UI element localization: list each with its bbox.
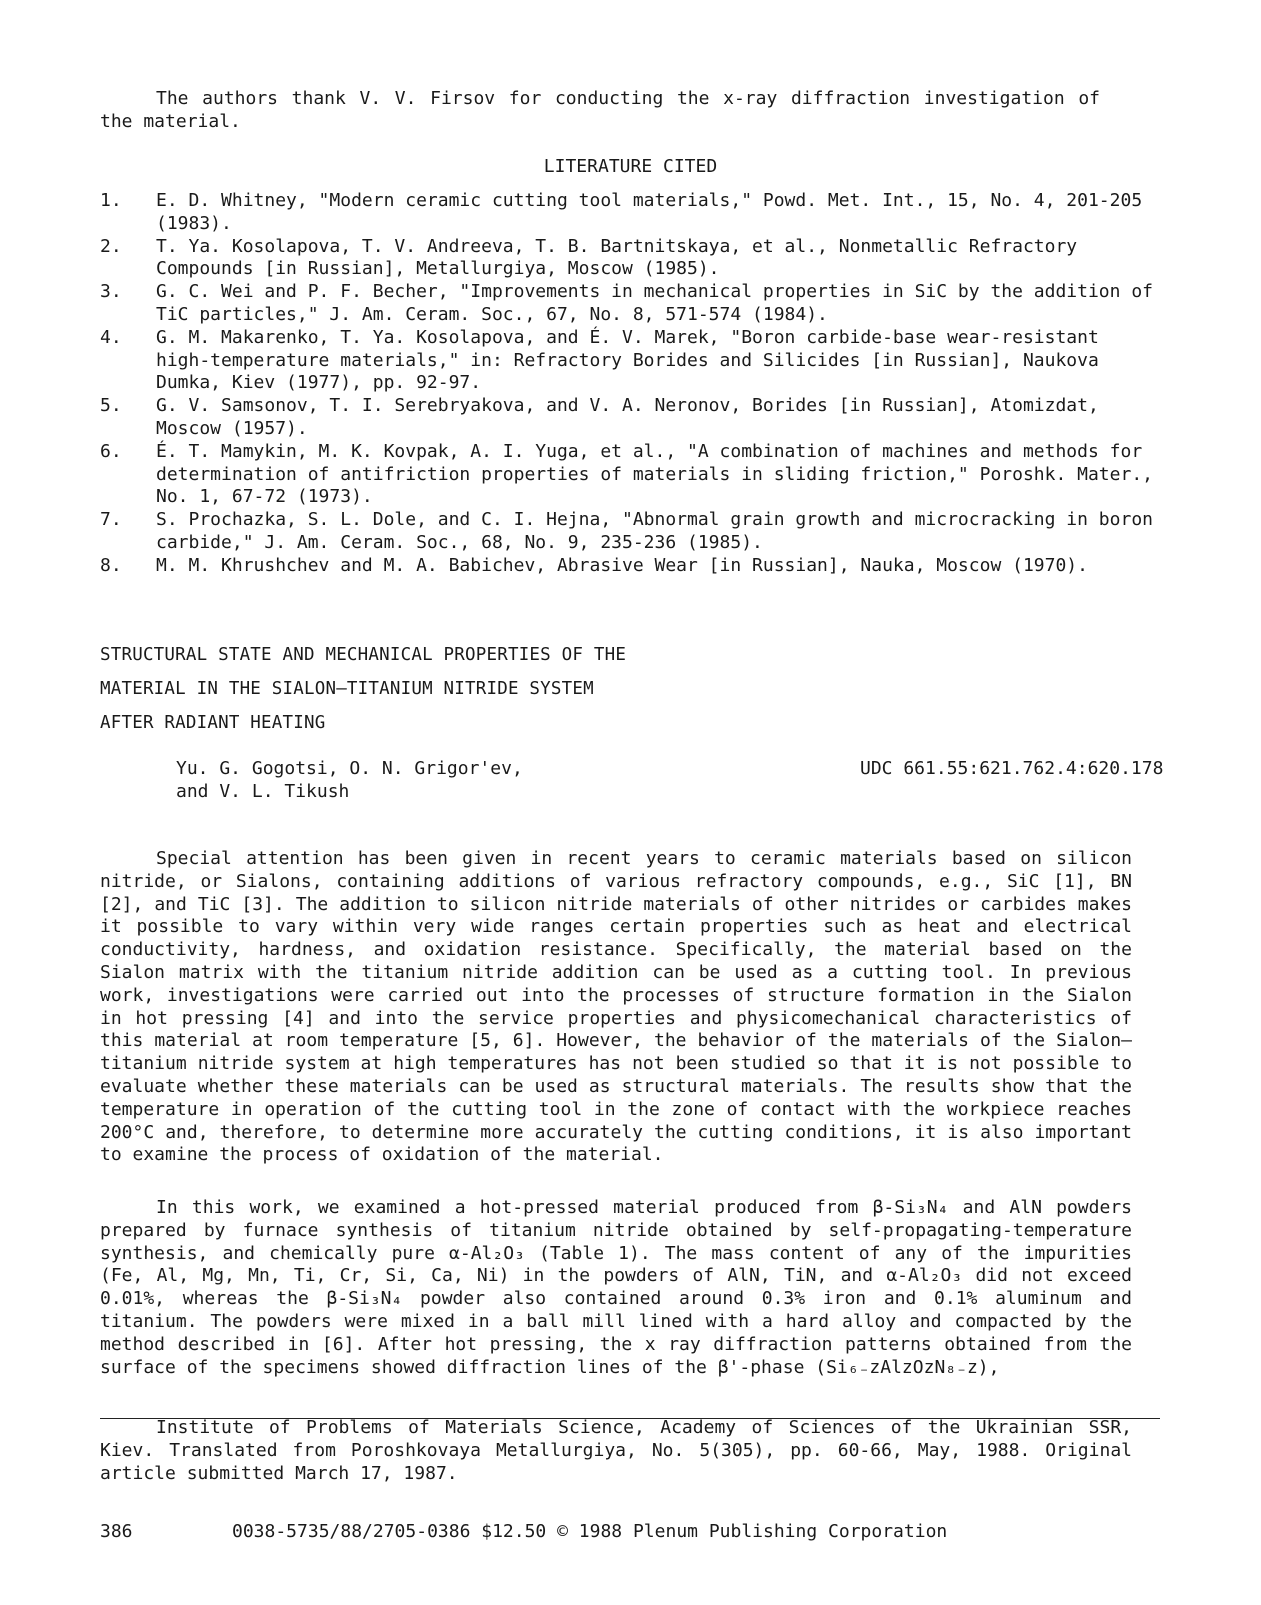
reference-item [100, 236, 1160, 282]
reference-text: T. Ya. Kosolapova, T. V. Andreeva, T. B. Bartnitskaya, et al., Nonmetallic Refractory Compounds [in Russian], Metallurgiya, Moscow (1985). [156, 235, 1078, 280]
acknowledgment: The authors thank V. V. Firsov for conducting the x-ray diffraction investigation of the material. [100, 88, 1100, 132]
reference-item [100, 395, 1160, 441]
reference-number: 6. [100, 440, 122, 462]
literature-heading: LITERATURE CITED [543, 156, 718, 177]
reference-text: G. C. Wei and P. F. Becher, "Improvements in mechanical properties in SiC by the addition of TiC particles," J. Am. Ceram. Soc., 67, No. 8, 571-574 (1984). [156, 281, 1153, 325]
reference-number: 2. [100, 235, 122, 257]
reference-item [100, 509, 1160, 555]
copyright-line: 0038-5735/88/2705-0386 $12.50 © 1988 Plenum Publishing Corporation [232, 1521, 948, 1542]
article-title-line: AFTER RADIANT HEATING [100, 713, 326, 733]
author-line: Yu. G. Gogotsi, O. N. Grigor'ev, [176, 758, 523, 779]
reference-item [100, 555, 1160, 578]
reference-number: 5. [100, 395, 122, 417]
reference-item [100, 327, 1160, 395]
reference-item [100, 281, 1160, 327]
reference-text: G. M. Makarenko, T. Ya. Kosolapova, and É. V. Marek, "Boron carbide-base wear-resistant high-temperature materials," in: Refractory Borides and Silicides [in Russian], Naukova Dumka, Kiev (1977), pp. 92-97. [156, 326, 1099, 394]
author-line: and V. L. Tikush [176, 781, 350, 802]
body-paragraph-1: Special attention has been given in recent years to ceramic materials based on silicon nitride, or Sialons, containing additions of various refractory compounds, e.g., SiC [1], BN [2], and TiC [3]. The addition to silicon nitride materials of other nitrides or carbides makes it possible to vary within very wide ranges certain properties such as heat and electrical conductivity, hardness, and oxidation resistance. Specifically, the material based on the Sialon matrix with the titanium nitride addition can be used as a cutting tool. In previous work, investigations were carried out into the processes of structure formation in the Sialon in hot pressing [4] and into the service properties and physicomechanical characteristics of this material at room temperature [5, 6]. However, the behavior of the materials of the Sialon—titanium nitride system at high temperatures has not been studied so that it is not possible to evaluate whether these materials can be used as structural materials. The results show that the temperature in operation of the cutting tool in the zone of contact with the workpiece reaches 200°C and, therefore, to determine more accurately the cutting conditions, it is also important to examine the process of oxidation of the material. [100, 848, 1132, 1166]
reference-text: S. Prochazka, S. L. Dole, and C. I. Hejna, "Abnormal grain growth and microcracking in boron carbide," J. Am. Ceram. Soc., 68, No. 9, 235-236 (1985). [156, 509, 1153, 553]
page-number: 386 [100, 1521, 133, 1542]
footnote: Institute of Problems of Materials Science, Academy of Sciences of the Ukrainian SSR, Kiev. Translated from Poroshkovaya Metallurgiya, No. 5(305), pp. 60-66, May, 1988. Original article submitted March 17, 1987. [100, 1417, 1132, 1484]
reference-text: G. V. Samsonov, T. I. Serebryakova, and V. A. Neronov, Borides [in Russian], Atomizdat, Moscow (1957). [156, 395, 1099, 439]
reference-number: 3. [100, 281, 122, 303]
body-paragraph-2: In this work, we examined a hot-pressed material produced from β-Si₃N₄ and AlN powders prepared by furnace synthesis of titanium nitride obtained by self-propagating-temperature synthesis, and chemically pure α-Al₂O₃ (Table 1). The mass content of any of the impurities (Fe, Al, Mg, Mn, Ti, Cr, Si, Ca, Ni) in the powders of AlN, TiN, and α-Al₂O₃ did not exceed 0.01%, whereas the β-Si₃N₄ powder also contained around 0.3% iron and 0.1% aluminum and titanium. The powders were mixed in a ball mill lined with a hard alloy and compacted by the method described in [6]. After hot pressing, the x ray diffraction patterns obtained from the surface of the specimens showed diffraction lines of the β'-phase (Si₆₋zAlzOzN₈₋z), [100, 1197, 1132, 1378]
reference-text: É. T. Mamykin, M. K. Kovpak, A. I. Yuga, et al., "A combination of machines and methods for determination of antifriction properties of materials in sliding friction," Poroshk. Mater., No. 1, 67-72 (1973). [156, 440, 1153, 508]
reference-number: 8. [100, 554, 122, 576]
reference-number: 7. [100, 509, 122, 531]
reference-number: 1. [100, 190, 122, 211]
reference-text: M. M. Khrushchev and M. A. Babichev, Abrasive Wear [in Russian], Nauka, Moscow (1970). [156, 554, 1088, 576]
article-title-line: MATERIAL IN THE SIALON—TITANIUM NITRIDE SYSTEM [100, 679, 594, 699]
reference-number: 4. [100, 326, 122, 348]
reference-item [100, 441, 1160, 509]
article-title-line: STRUCTURAL STATE AND MECHANICAL PROPERTIES OF THE [100, 645, 627, 665]
reference-text: E. D. Whitney, "Modern ceramic cutting tool materials," Powd. Met. Int., 15, No. 4, 201-205 (1983). [156, 190, 1143, 234]
reference-item [100, 190, 1160, 236]
reference-list [100, 190, 1160, 578]
udc-code: UDC 661.55:621.762.4:620.178 [860, 758, 1164, 779]
